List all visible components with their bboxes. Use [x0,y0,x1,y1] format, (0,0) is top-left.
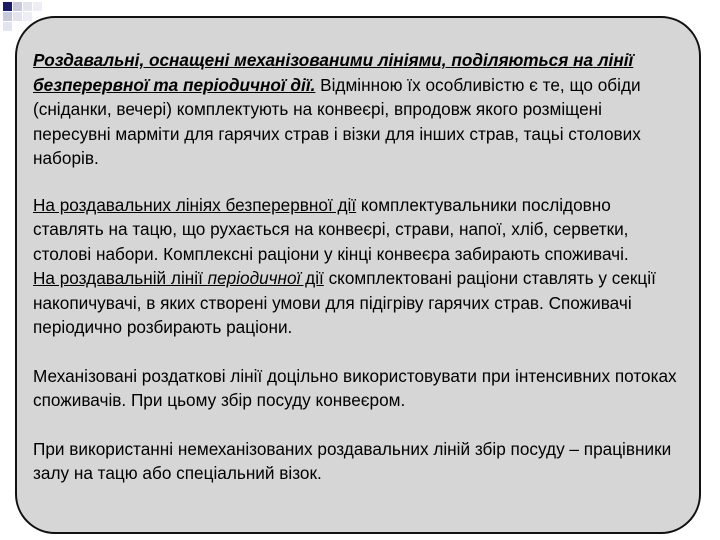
decor-square [33,2,42,11]
periodic-line-heading-c: дії [300,268,324,288]
decor-square [13,2,22,11]
decor-square [23,2,32,11]
decor-square [3,2,12,11]
paragraph-distribution-types [33,48,683,171]
continuous-line-heading: На роздавальних лініях безперервної дії [33,194,357,215]
paragraph-mechanized-use: Механізовані роздаткові лінії доцільно використовувати при інтенсивних потоках споживачів. При цьому збір посуду конвеєром. [33,365,677,410]
content-panel [15,16,701,534]
distribution-types-text: Відмінною їх особливістю є те, що обіди (сніданки, вечері) комплектують на конвеєрі, впродовж якого розміщені пересувні марміти для гарячих страв і візки для інших страв, тацьі столових наборів. [33,74,641,168]
continuous-line-text: комплектувальники послідовно ставлять на тацю, що рухається на конвеєрі, страви, напої, хліб, серветки, столові набори. Комплексні раціони у кінці конвеєра забирають споживачі. [33,194,629,264]
periodic-line-heading-a: На роздавальній лінії [33,268,208,288]
decor-square [23,12,32,21]
periodic-line-heading-b: періодичної [207,268,301,288]
decor-square [13,12,22,21]
paragraph-non-mechanized: При використанні немеханізованих роздавальних ліній збір посуду – працівники залу на тацю або спеціальний візок. [33,438,672,483]
paragraph-continuous-line [33,193,683,267]
distribution-types-heading: Роздавальні, оснащені механізованими лініями, поділяються на лінії безперервної та періодичної дії. [33,50,634,95]
decor-square [3,22,12,31]
decor-square [3,12,12,21]
periodic-line-text: скомплектовані раціони ставлять у секції накопичувачі, в яких створені умови для підігріву гарячих страв. Споживачі періодично розбирають раціони. [33,268,656,337]
paragraph-periodic-line [33,266,683,340]
